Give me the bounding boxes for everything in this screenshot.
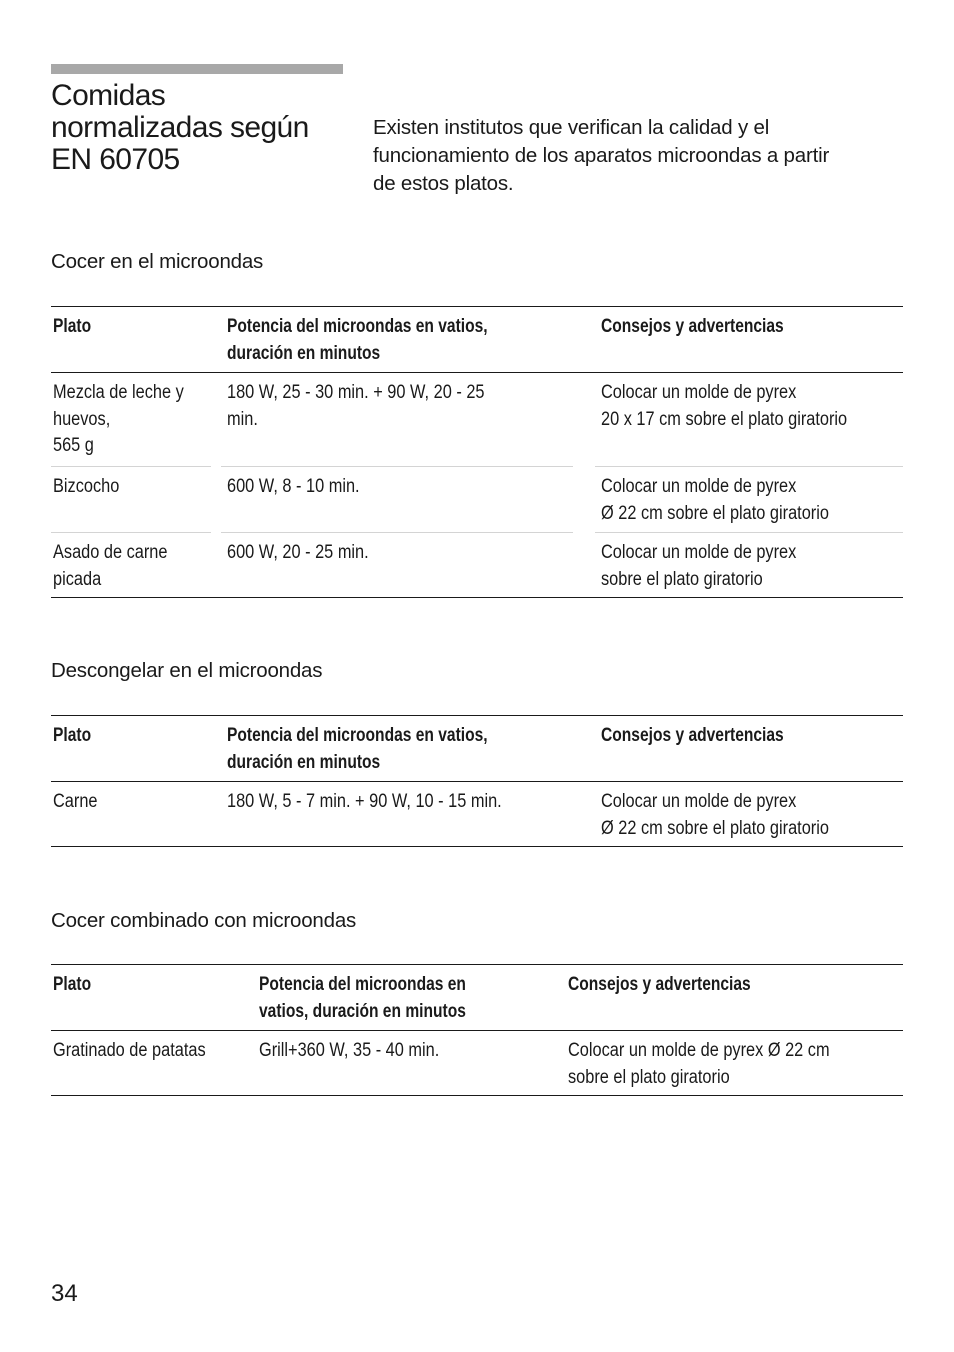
cell-consejos	[568, 1031, 905, 1095]
cell-text-line: Colocar un molde de pyrex	[601, 542, 797, 563]
cell-consejos	[601, 373, 905, 467]
cell-plato	[53, 373, 213, 467]
cell-potencia	[227, 782, 587, 846]
cell-text-line: Colocar un molde de pyrex	[601, 476, 797, 497]
cell-text-line: Grill+360 W, 35 - 40 min.	[259, 1040, 440, 1061]
header-cell-consejos	[568, 965, 905, 1030]
cell-text-line: Bizcocho	[53, 476, 120, 497]
cell-consejos	[601, 782, 905, 846]
cell-text-line: Consejos y advertencias	[568, 974, 751, 995]
section-heading: Cocer en el microondas	[51, 250, 264, 273]
cell-text-line: 180 W, 25 - 30 min. + 90 W, 20 - 25	[227, 382, 485, 403]
page-title-line: normalizadas según	[51, 111, 309, 144]
header-cell-consejos	[601, 307, 905, 372]
data-table	[51, 306, 903, 598]
page-title	[51, 80, 351, 176]
cell-text-line: Plato	[53, 974, 92, 995]
header-cell-consejos	[601, 716, 905, 781]
cell-plato	[53, 782, 213, 846]
intro-line: Existen institutos que verifican la calidad y el	[373, 116, 770, 139]
intro-line: funcionamiento de los aparatos microondas a partir	[373, 144, 830, 167]
table-row	[51, 373, 903, 467]
cell-text-line: Colocar un molde de pyrex	[601, 382, 797, 403]
section-heading: Cocer combinado con microondas	[51, 909, 357, 932]
cell-text-line: Carne	[53, 791, 98, 812]
cell-text-line: Asado de carne	[53, 542, 168, 563]
cell-text-line: picada	[53, 568, 102, 590]
cell-text-line: vatios, duración en minutos	[259, 1000, 466, 1022]
cell-text-line: Plato	[53, 316, 92, 337]
cell-text-line: Consejos y advertencias	[601, 316, 784, 337]
cell-text-line: Colocar un molde de pyrex	[601, 791, 797, 812]
cell-text-line: Plato	[53, 725, 92, 746]
table-header-row	[51, 965, 903, 1031]
cell-potencia	[227, 373, 587, 467]
header-cell-plato	[53, 965, 249, 1030]
cell-potencia	[259, 1031, 559, 1095]
table-header-row	[51, 716, 903, 782]
cell-potencia	[227, 533, 587, 597]
header-cell-potencia	[259, 965, 559, 1030]
cell-text-line: Potencia del microondas en	[259, 974, 466, 995]
section-heading: Descongelar en el microondas	[51, 659, 323, 682]
page-number: 34	[51, 1280, 78, 1307]
data-table	[51, 964, 903, 1096]
table-row	[51, 467, 903, 533]
cell-text-line: 20 x 17 cm sobre el plato giratorio	[601, 408, 848, 430]
cell-plato	[53, 1031, 249, 1095]
cell-text-line: Mezcla de leche y	[53, 382, 184, 403]
data-table	[51, 715, 903, 847]
cell-text-line: 565 g	[53, 435, 94, 456]
cell-text-line: 600 W, 20 - 25 min.	[227, 542, 369, 563]
intro-line: de estos platos.	[373, 172, 514, 195]
table-row	[51, 1031, 903, 1096]
cell-text-line: Ø 22 cm sobre el plato giratorio	[601, 502, 829, 524]
cell-text-line: Potencia del microondas en vatios,	[227, 725, 488, 746]
table-row	[51, 533, 903, 598]
cell-plato	[53, 467, 213, 533]
cell-text-line: sobre el plato giratorio	[601, 568, 763, 590]
cell-potencia	[227, 467, 587, 533]
cell-plato	[53, 533, 213, 597]
cell-text-line: duración en minutos	[227, 751, 381, 773]
cell-text-line: Colocar un molde de pyrex Ø 22 cm	[568, 1040, 830, 1061]
intro-paragraph	[373, 114, 903, 198]
cell-text-line: Ø 22 cm sobre el plato giratorio	[601, 817, 829, 839]
cell-text-line: Potencia del microondas en vatios,	[227, 316, 488, 337]
cell-text-line: duración en minutos	[227, 342, 381, 364]
table-header-row	[51, 307, 903, 373]
page-title-line: Comidas	[51, 79, 166, 112]
header-cell-potencia	[227, 307, 587, 372]
cell-text-line: 600 W, 8 - 10 min.	[227, 476, 360, 497]
title-bar-decoration	[51, 64, 343, 74]
table-row	[51, 782, 903, 847]
cell-text-line: 180 W, 5 - 7 min. + 90 W, 10 - 15 min.	[227, 791, 502, 812]
cell-text-line: huevos,	[53, 408, 111, 430]
cell-text-line: Gratinado de patatas	[53, 1040, 206, 1061]
header-cell-potencia	[227, 716, 587, 781]
header-cell-plato	[53, 307, 213, 372]
header-cell-plato	[53, 716, 213, 781]
cell-consejos	[601, 533, 905, 597]
cell-consejos	[601, 467, 905, 533]
cell-text-line: Consejos y advertencias	[601, 725, 784, 746]
cell-text-line: min.	[227, 408, 258, 430]
cell-text-line: sobre el plato giratorio	[568, 1066, 730, 1088]
page-title-line: EN 60705	[51, 143, 180, 176]
